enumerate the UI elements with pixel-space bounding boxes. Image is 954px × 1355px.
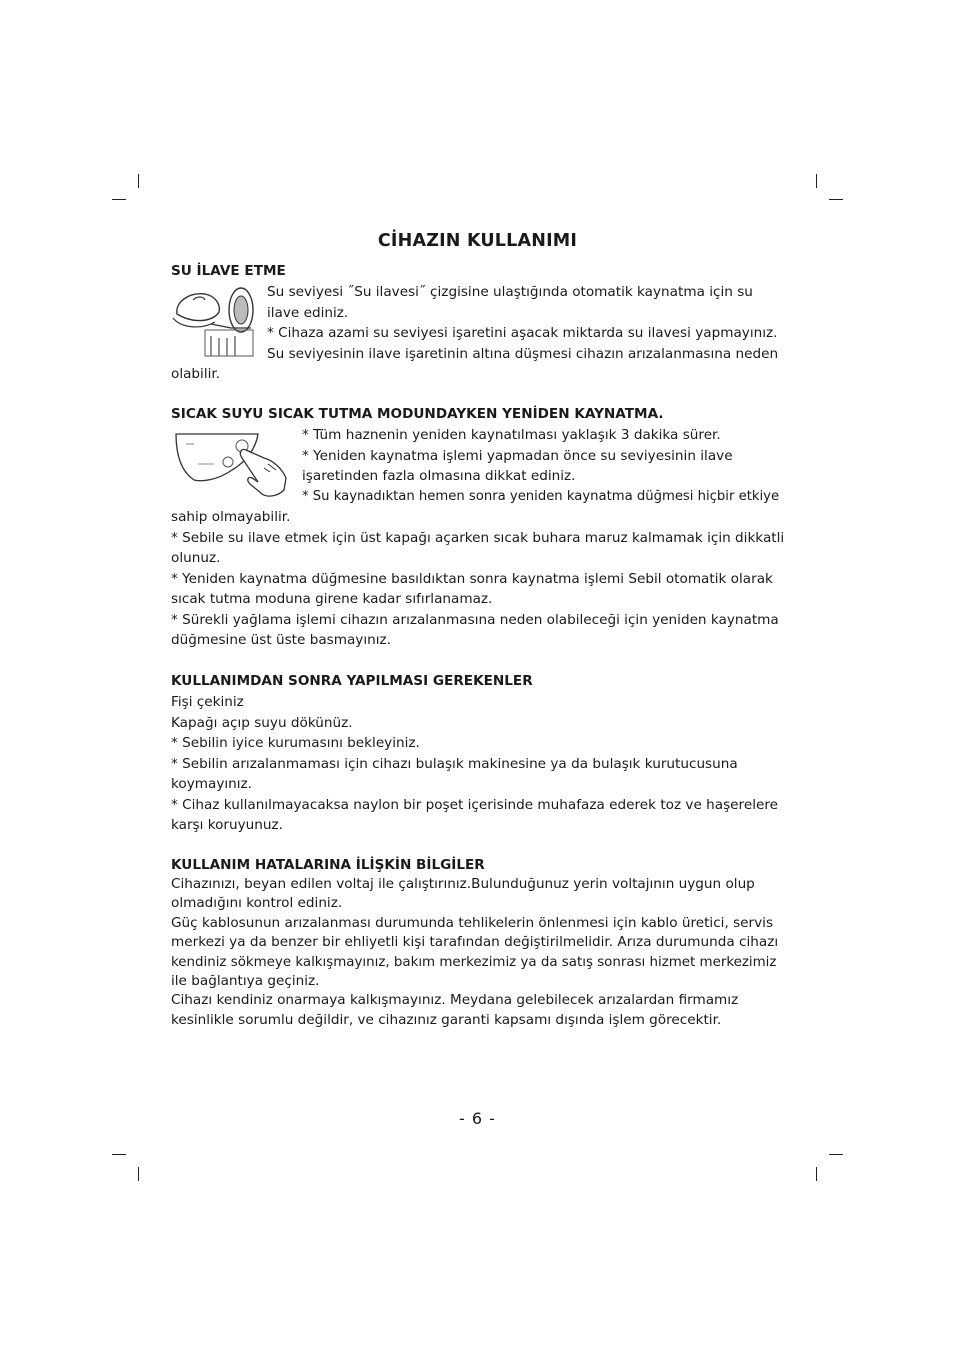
crop-mark xyxy=(112,1154,126,1155)
crop-mark xyxy=(112,199,126,200)
control-panel-illustration xyxy=(172,428,292,500)
paragraph: Su seviyesi ˝Su ilavesi˝ çizgisine ulaştığında otomatik kaynatma için su ilave ediniz. * Cihaza azami su seviyesi işaretini aşacak miktarda su ilavesi yapmayınız. Su seviyesinin ilave işaretinin altına düşmesi cihazın arızalanmasına neden xyxy=(267,284,779,362)
paragraph: olabilir. xyxy=(171,366,221,382)
section-heading-kullanimdan-sonra: KULLANIMDAN SONRA YAPILMASI GEREKENLER xyxy=(171,673,533,689)
section-heading-hatalar: KULLANIM HATALARINA İLİŞKİN BİLGİLER xyxy=(171,857,485,873)
section-heading-su-ilave: SU İLAVE ETME xyxy=(171,263,286,279)
paragraph: sahip olmayabilir. * Sebile su ilave etmek için üst kapağı açarken sıcak buhara maruz kalmamak için dikkatli olunuz. * Yeniden kaynatma düğmesine basıldıktan sonra kaynatma işlemi Sebil otomatik olarak sıcak tutma moduna girene kadar sıfırlanamaz. * Sürekli yağlama işlemi cihazın arızalanmasına neden olabileceği için yeniden kaynatma düğmesine üst üste basmayınız. xyxy=(171,509,785,648)
kettle-lid-illustration xyxy=(171,284,263,360)
crop-mark xyxy=(816,1167,817,1181)
paragraph: Fişi çekiniz Kapağı açıp suyu dökünüz. * Sebilin iyice kurumasını bekleyiniz. * Sebilin arızalanmaması için cihazı bulaşık makinesine ya da bulaşık kurutucusuna koymayınız. * Cihaz kullanılmayacaksa naylon bir poşet içerisinde muhafaza ederek toz ve haşerelere karşı koruyunuz. xyxy=(171,694,778,833)
crop-mark xyxy=(816,174,817,188)
page-number: - 6 - xyxy=(459,1109,496,1128)
paragraph: Cihazınızı, beyan edilen voltaj ile çalıştırınız.Bulunduğunuz yerin voltajının uygun olup olmadığını kontrol ediniz. Güç kablosunun arızalanması durumunda tehlikelerin önlenmesi için kablo üretici, servis merkezi ya da benzer bir ehliyetli kişi tarafından değiştirilmelidir. Arıza durumunda cihazı kendiniz sökmeye kalkışmayınız, bakım merkezimiz ya da satış sonrası hizmet merkezimiz ile bağlantıya geçiniz. Cihazı kendiniz onarmaya kalkışmayınız. Meydana gelebilecek arızalardan firmamız kesinlikle sorumlu değildir, ve cihazınız garanti kapsamı dışında işlem görecektir. xyxy=(171,876,779,1028)
section-heading-sicak-suyu: SICAK SUYU SICAK TUTMA MODUNDAYKEN YENİDEN KAYNATMA. xyxy=(171,406,664,422)
crop-mark xyxy=(829,1154,843,1155)
crop-mark xyxy=(138,1167,139,1181)
page-title: CİHAZIN KULLANIMI xyxy=(377,231,578,251)
paragraph: * Tüm haznenin yeniden kaynatılması yaklaşık 3 dakika sürer. * Yeniden kaynatma işlemi yapmadan önce su seviyesinin ilave işaretinden fazla olmasına dikkat ediniz. * Su kaynadıktan hemen sonra yeniden kaynatma düğmesi hiçbir etkiye xyxy=(302,427,780,504)
crop-mark xyxy=(829,199,843,200)
crop-mark xyxy=(138,174,139,188)
